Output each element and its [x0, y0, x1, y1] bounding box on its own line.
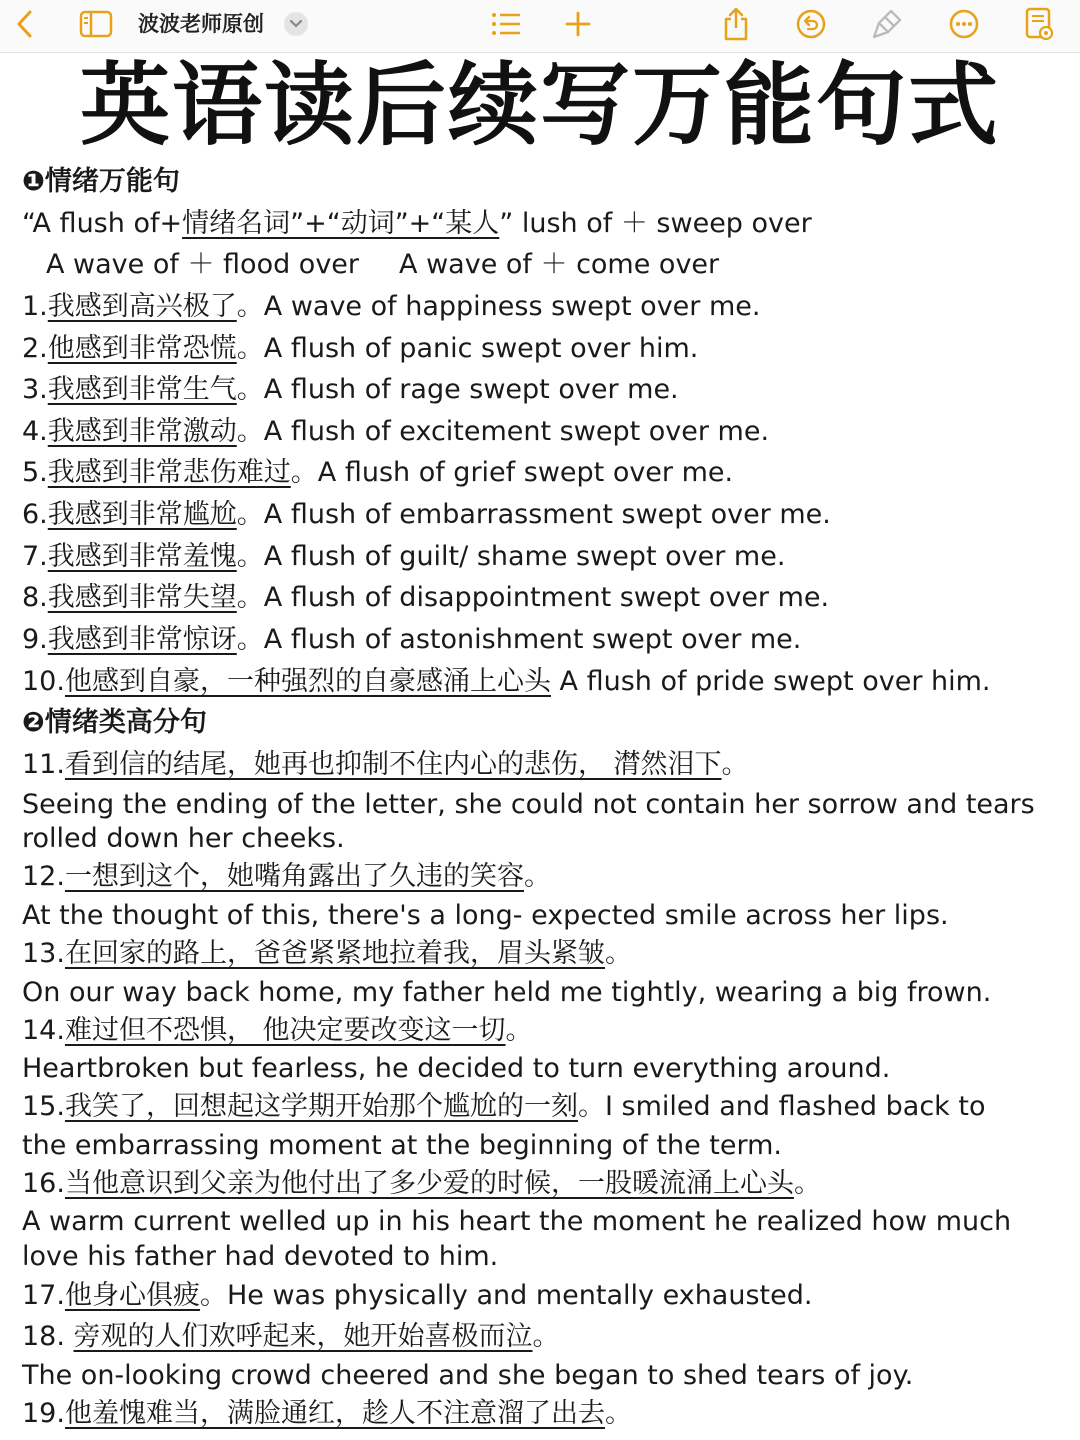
sidebar-icon[interactable]: [78, 6, 114, 42]
plus-icon[interactable]: [562, 6, 594, 42]
list-item: 14.难过但不恐惧， 他决定要改变这一切。: [22, 1015, 533, 1046]
document-title[interactable]: 波波老师原创: [138, 12, 264, 36]
formula-line-2: [46, 246, 1080, 284]
list-item: 7.我感到非常羞愧。A flush of guilt/ shame swept over me.: [22, 541, 786, 572]
translation-line: At the thought of this, there's a long- expected smile across her lips.: [22, 900, 949, 931]
section-heading: ❷情绪类高分句: [22, 707, 207, 738]
list-item: 4.我感到非常激动。A flush of excitement swept over me.: [22, 416, 770, 447]
list-item: 1.我感到高兴极了。A wave of happiness swept over me.: [22, 291, 761, 322]
list-item: 3.我感到非常生气。A flush of rage swept over me.: [22, 374, 679, 405]
list-item: 10.他感到自豪，一种强烈的自豪感涌上心头 A flush of pride swept over him.: [22, 666, 991, 697]
translation-line: On our way back home, my father held me tightly, wearing a big frown.: [22, 977, 992, 1008]
list-item: 11.看到信的结尾，她再也抑制不住内心的悲伤， 潸然泪下。: [22, 749, 749, 780]
list-item: 15.我笑了，回想起这学期开始那个尴尬的一刻。I smiled and flashed back to: [22, 1091, 986, 1122]
list-item: 8.我感到非常失望。A flush of disappointment swept over me.: [22, 582, 830, 613]
list-item: 13.在回家的路上，爸爸紧紧地拉着我，眉头紧皱。: [22, 938, 632, 969]
formula-underlined: 情绪名词”+“动词”+“某人: [182, 208, 500, 239]
chevron-down-icon[interactable]: [284, 12, 308, 36]
translation-line: The on-looking crowd cheered and she began to shed tears of joy.: [22, 1360, 914, 1391]
share-icon[interactable]: [720, 6, 752, 42]
translation-line: A warm current welled up in his heart the moment he realized how much: [22, 1206, 1012, 1237]
back-chevron-icon[interactable]: [10, 6, 40, 42]
list-item: 16.当他意识到父亲为他付出了多少爱的时候，一股暖流涌上心头。: [22, 1168, 821, 1199]
list-item: 6.我感到非常尴尬。A flush of embarrassment swept over me.: [22, 499, 831, 530]
app-toolbar: [0, 0, 1080, 53]
document-view-icon[interactable]: [1022, 6, 1056, 42]
translation-line: Heartbroken but fearless, he decided to turn everything around.: [22, 1053, 891, 1084]
list-item: 17.他身心俱疲。He was physically and mentally exhausted.: [22, 1280, 813, 1311]
formula-text: A wave of ＋ flood over: [46, 249, 360, 280]
formula-text: ” lush of ＋ sweep over: [499, 208, 812, 239]
formula-line: [22, 205, 1072, 243]
format-brush-icon[interactable]: [870, 6, 904, 42]
more-icon[interactable]: [946, 6, 982, 42]
list-item: 5.我感到非常悲伤难过。A flush of grief swept over me.: [22, 457, 734, 488]
list-item: 2.他感到非常恐慌。A flush of panic swept over him.: [22, 333, 699, 364]
list-item: 12.一想到这个，她嘴角露出了久违的笑容。: [22, 861, 551, 892]
document-body[interactable]: [0, 52, 1080, 1440]
formula-text: “A flush of+: [22, 208, 183, 239]
list-item: 19.他羞愧难当，满脸通红，趁人不注意溜了出去。: [22, 1398, 632, 1429]
section-heading: ❶情绪万能句: [22, 166, 180, 197]
translation-line: the embarrassing moment at the beginning of the term.: [22, 1130, 783, 1161]
list-item: 9.我感到非常惊讶。A flush of astonishment swept over me.: [22, 624, 802, 655]
translation-line: Seeing the ending of the letter, she could not contain her sorrow and tears: [22, 789, 1035, 820]
page-title: 英语读后续写万能句式: [80, 53, 1000, 158]
translation-line: rolled down her cheeks.: [22, 823, 345, 854]
list-item: 18. 旁观的人们欢呼起来，她开始喜极而泣。: [22, 1321, 560, 1352]
undo-icon[interactable]: [794, 6, 828, 42]
list-icon[interactable]: [488, 6, 524, 42]
formula-text: A wave of ＋ come over: [399, 249, 720, 280]
translation-line: love his father had devoted to him.: [22, 1241, 499, 1272]
